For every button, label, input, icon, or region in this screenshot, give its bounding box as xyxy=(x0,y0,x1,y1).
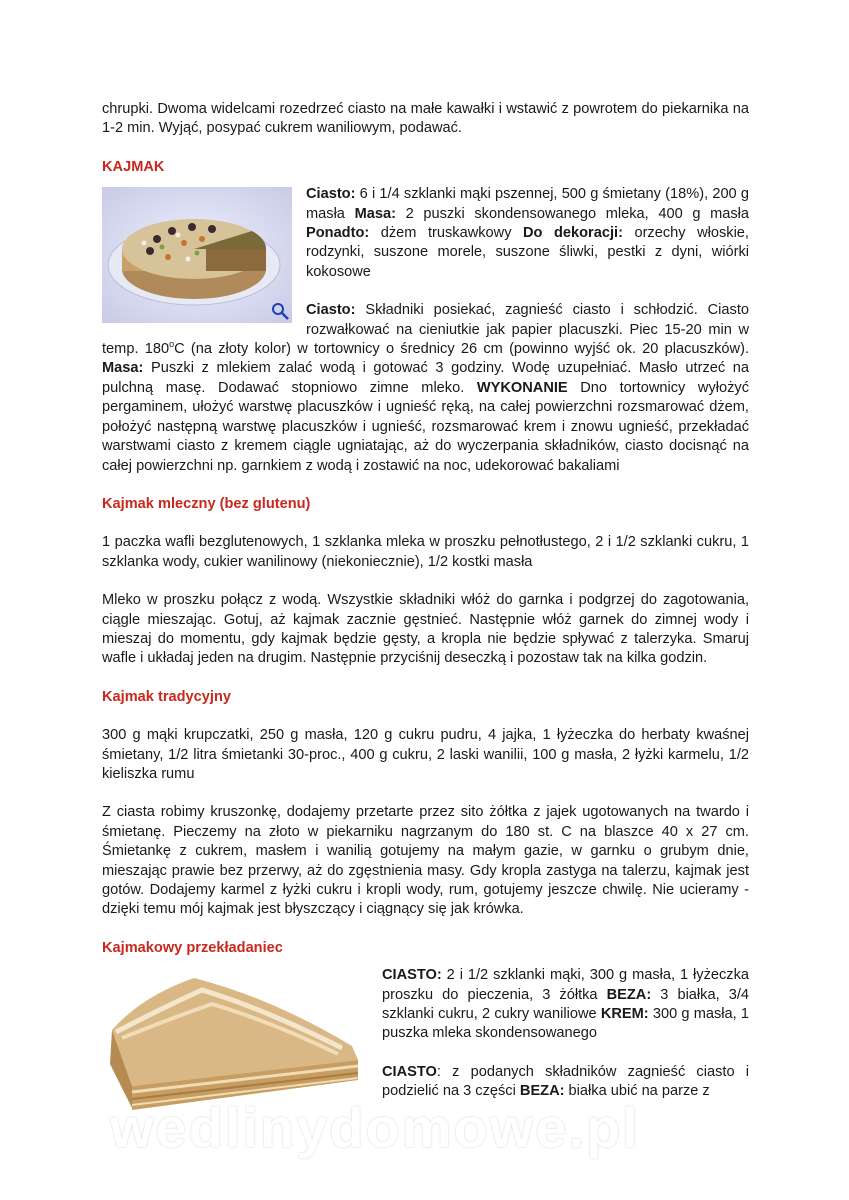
mleczny-method: Mleko w proszku połącz z wodą. Wszystkie składniki włóż do garnka i podgrzej do zagotowania, ciągle mieszając. Gotuj, aż kajmak zacznie gęstnieć. Następnie włóż garnek do zimnej wody i mieszaj do momentu, gdy kajmak będzie gęsty, a kropla nie będzie spływać z talerzyka. Smaruj wafle i układaj jeden na drugim. Następnie przyciśnij deseczką i pozostaw tak na kilka godzin. xyxy=(102,592,749,667)
label-krem: KREM: xyxy=(600,1006,649,1023)
kajmak-section xyxy=(102,185,749,476)
section-title-kajmak: KAJMAK xyxy=(102,158,165,175)
watermark-text: wedlinydomowe.pl xyxy=(110,1096,640,1159)
ingredients-ciasto-text: 6 i 1/4 szklanki mąki pszennej, 500 g śmietany (18%), 200 g masła xyxy=(306,186,749,222)
label-ciasto-method: Ciasto: xyxy=(306,302,356,319)
label-masa: Masa: xyxy=(354,205,396,222)
kajmak-cake-photo xyxy=(102,187,292,323)
label-beza-method: BEZA: xyxy=(519,1083,565,1100)
ingredients-ponadto-text: dżem truskawkowy xyxy=(369,225,524,242)
label-ponadto: Ponadto: xyxy=(306,225,370,242)
kajmak-method xyxy=(102,301,749,476)
label-wykonanie: WYKONANIE xyxy=(476,379,568,396)
ingredients-dekoracja-text: orzechy włoskie, rodzynki, suszone morele, suszone śliwki, pestki z dyni, wiórki kokosowe xyxy=(306,225,749,280)
label-masa-method: Masa: xyxy=(102,360,144,377)
cake-photo-image xyxy=(102,187,292,323)
section-title-kajmak-mleczny: Kajmak mleczny (bez glutenu) xyxy=(102,495,311,512)
ingredients-ciasto-upper-text: 2 i 1/2 szklanki mąki, 300 g masła, 1 łyżeczka proszku do pieczenia, 3 żółtka xyxy=(382,967,749,1003)
ingredients-beza-text: 3 białka, 3/4 szklanki cukru, 2 cukry waniliowe xyxy=(382,986,749,1023)
method-ciasto-upper-text: : z podanych składników zagnieść ciasto i podzielić na 3 części xyxy=(382,1063,749,1100)
label-ciasto-upper: CIASTO: xyxy=(382,967,442,984)
method-beza-text: białka ubić na parze z xyxy=(564,1083,710,1100)
mleczny-ingredients: 1 paczka wafli bezglutenowych, 1 szklanka mleka w proszku pełnotłustego, 2 i 1/2 szklanki cukru, 1 szklanka wody, cukier wanilinowy (niekoniecznie), 1/2 kostki masła xyxy=(102,534,749,570)
ingredients-krem-text: 300 g masła, 1 puszka mleka skondensowanego xyxy=(382,1006,749,1042)
tradycyjny-method: Z ciasta robimy kruszonkę, dodajemy przetarte przez sito żółtka z jajek ugotowanych na twardo i śmietanę. Pieczemy na złoto w piekarniku nagrzanym do 180 st. C na blaszce 40 x 27 cm. Śmietankę z cukrem, masłem i wanilią gotujemy na małym gazie, w garnku o grubym dnie, mieszając prawie bez przerwy, aż do zgęstnienia masy. Gdy kropla zastyga na talerzu, kajmak jest gotów. Dodajemy karmel z łyżki cukru i kropli wody, rum, gotujemy jeszcze chwilę. Nie ucieramy - dzięki temu mój kajmak jest błyszczący i ciągnący się jak krówka. xyxy=(102,804,749,918)
przekladaniec-slice-photo xyxy=(102,968,364,1114)
ingredients-masa-text: 2 puszki skondensowanego mleka, 400 g masła xyxy=(395,205,750,222)
label-beza: BEZA: xyxy=(606,986,652,1003)
degree-sign: o xyxy=(169,339,175,350)
intro-paragraph: chrupki. Dwoma widelcami rozedrzeć ciasto na małe kawałki i wstawić z powrotem do piekarnika na 1-2 min. Wyjąć, posypać cukrem waniliowym, podawać. xyxy=(102,101,749,137)
document-page xyxy=(102,100,749,1118)
label-ciasto: Ciasto: xyxy=(306,186,356,203)
section-title-kajmakowy-przekladaniec: Kajmakowy przekładaniec xyxy=(102,939,283,956)
label-do-dekoracji: Do dekoracji: xyxy=(523,225,623,242)
method-wykonanie-text: Dno tortownicy wyłożyć pergaminem, ułożyć warstwę placuszków i ugnieść ręką, na całej powierzchni rozsmarować dżem, położyć następną warstwę placuszków i ugnieść, rozsmarować krem i znowu ugnieść, przekładać warstwami ciasto z kremem ciągle ugniatając, aż do wyczerpania składników, ciasto docisnąć na całej powierzchni np. garnkiem z wodą i zostawić na noc, udekorować bakaliami xyxy=(102,379,749,474)
method-masa-text: Puszki z mlekiem zalać wodą i gotować 3 godziny. Wodę uzupełniać. Masło utrzeć na pulchną masę. Dodawać stopniowo zimne mleko. xyxy=(102,360,749,396)
section-title-kajmak-tradycyjny: Kajmak tradycyjny xyxy=(102,688,231,705)
method-ciasto-text: Składniki posiekać, zagnieść ciasto i schłodzić. Ciasto rozwałkować na cieniutkie jak papier placuszki. Piec 15-20 min w temp. 180 xyxy=(102,302,749,358)
label-ciasto-upper-method: CIASTO xyxy=(382,1063,437,1080)
tradycyjny-ingredients: 300 g mąki krupczatki, 250 g masła, 120 g cukru pudru, 4 jajka, 1 łyżeczka do herbaty kwaśnej śmietany, 1/2 litra śmietanki 30-proc., 400 g cukru, 2 laski wanilii, 100 g masła, 2 łyżki karmelu, 1/2 kieliszka rumu xyxy=(102,727,749,782)
slice-photo-image xyxy=(102,968,364,1114)
method-baking-text: C (na złoty kolor) w tortownicy o średnicy 26 cm (powinno wyjść ok. 20 placuszków). xyxy=(174,341,749,358)
